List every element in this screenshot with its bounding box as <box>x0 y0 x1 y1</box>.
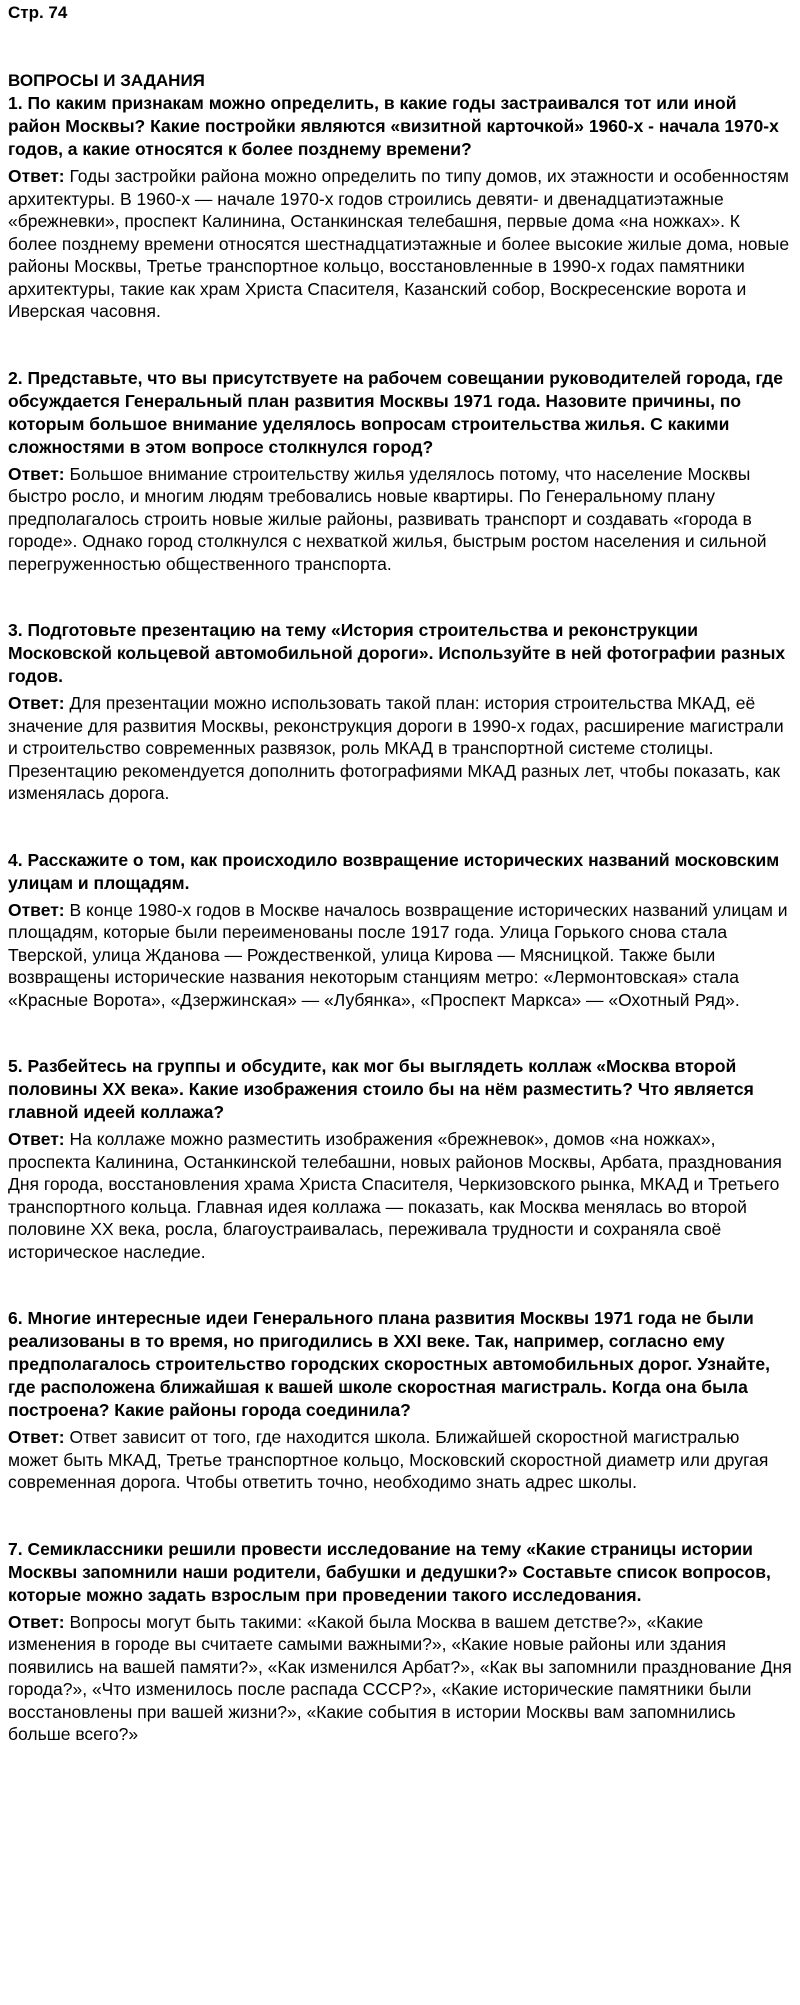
question-4: 4. Расскажите о том, как происходило возвращение исторических названий московским улицам и площадям. <box>8 849 780 893</box>
question-5: 5. Разбейтесь на группы и обсудите, как мог бы выглядеть коллаж «Москва второй половины XX века». Какие изображения стоило бы на нём разместить? Что является главной идеей коллажа? <box>8 1056 754 1122</box>
answer-label: Ответ: <box>8 1611 65 1632</box>
answer-label: Ответ: <box>8 899 65 920</box>
question-2: 2. Представьте, что вы присутствуете на рабочем совещании руководителей города, где обсуждается Генеральный план развития Москвы 1971 года. Назовите причины, по которым большое внимание уделялось вопросам строительства жилья. С какими сложностями в этом вопросе столкнулся город? <box>8 367 784 457</box>
answer-5 <box>8 1128 792 1263</box>
qa-item-1 <box>8 92 792 323</box>
qa-item-5 <box>8 1055 792 1263</box>
answer-label: Ответ: <box>8 693 65 713</box>
answer-text: Ответ зависит от того, где находится школа. Ближайшей скоростной магистралью может быть МКАД, Третье транспортное кольцо, Московский скоростной диаметр или другая современная дорога. Чтобы ответить точно, необходимо знать адрес школы. <box>8 1427 769 1492</box>
answer-text: Большое внимание строительству жилья уделялось потому, что население Москвы быстро росло, и многим людям требовались новые квартиры. По Генеральному плану предполагалось строить новые жилые районы, развивать транспорт и создавать «города в городе». Однако город столкнулся с нехваткой жилья, быстрым ростом населения и сильной перегруженностью общественного транспорта. <box>8 463 767 574</box>
answer-1 <box>8 165 792 323</box>
answer-text: В конце 1980-х годов в Москве началось возвращение исторических названий улицам и площадям, которые были переименованы после 1917 года. Улица Горького снова стала Тверской, улица Жданова — Рождественкой, улица Кирова — Мясницкой. Также были возвращены исторические названия некоторым станциям метро: «Лермонтовская» стала «Красные Ворота», «Дзержинская» — «Лубянка», «Проспект Маркса» — «Охотный Ряд». <box>8 899 788 1010</box>
answer-4 <box>8 899 792 1012</box>
answer-text: Для презентации можно использовать такой план: история строительства МКАД, её значение для развития Москвы, реконструкция дороги в 1990-х годах, расширение магистрали и строительство современных развязок, роль МКАД в транспортной системе столицы. Презентацию рекомендуется дополнить фотографиями МКАД разных лет, чтобы показать, как изменялась дорога. <box>8 693 784 803</box>
qa-item-2 <box>8 367 792 576</box>
answer-text: На коллаже можно разместить изображения «брежневок», домов «на ножках», проспекта Калинина, Останкинской телебашни, новых районов Москвы, Арбата, празднования Дня города, восстановления храма Христа Спасителя, Черкизовского рынка, МКАД и Третьего транспортного кольца. Главная идея коллажа — показать, как Москва менялась во второй половине XX века, росла, благоустраивалась, переживала трудности и сохраняла своё историческое наследие. <box>8 1129 782 1262</box>
answer-text: Годы застройки района можно определить по типу домов, их этажности и особенностям архитектуры. В 1960-х — начале 1970-х годов строились девяти- и двенадцатиэтажные «брежневки», проспект Калинина, Останкинская телебашня, первые дома «на ножках». К более позднему времени относятся шестнадцатиэтажные и более высокие жилые дома, новые районы Москвы, Третье транспортное кольцо, восстановленные в 1990-х годах памятники архитектуры, такие как храм Христа Спасителя, Казанский собор, Воскресенские ворота и Иверская часовня. <box>8 166 790 321</box>
answer-6 <box>8 1426 792 1494</box>
question-7: 7. Семиклассники решили провести исследование на тему «Какие страницы истории Москвы запомнили наши родители, бабушки и дедушки?» Составьте список вопросов, которые можно задать взрослым при проведении такого исследования. <box>8 1538 771 1605</box>
answer-3 <box>8 692 792 805</box>
question-6: 6. Многие интересные идеи Генерального плана развития Москвы 1971 года не были реализованы в то время, но пригодились в XXI веке. Так, например, согласно ему предполагалось строительство городских скоростных автомобильных дорог. Узнайте, где расположена ближайшая к вашей школе скоростная магистраль. Когда она была построена? Какие районы города соединила? <box>8 1308 771 1420</box>
answer-label: Ответ: <box>8 463 65 484</box>
qa-item-3 <box>8 619 792 805</box>
answer-2 <box>8 463 792 576</box>
answer-label: Ответ: <box>8 166 65 186</box>
answer-label: Ответ: <box>8 1427 65 1447</box>
page-number: Стр. 74 <box>8 3 68 22</box>
section-title: ВОПРОСЫ И ЗАДАНИЯ <box>8 71 205 90</box>
answer-7 <box>8 1611 792 1746</box>
qa-item-7 <box>8 1538 792 1746</box>
qa-item-4 <box>8 849 792 1012</box>
answer-label: Ответ: <box>8 1129 65 1149</box>
qa-item-6 <box>8 1307 792 1494</box>
question-3: 3. Подготовьте презентацию на тему «История строительства и реконструкции Московской кольцевой автомобильной дороги». Используйте в ней фотографии разных годов. <box>8 620 786 686</box>
question-1: 1. По каким признакам можно определить, в какие годы застраивался тот или иной район Москвы? Какие постройки являются «визитной карточкой» 1960-х - начала 1970-х годов, а какие относятся к более позднему времени? <box>8 93 779 159</box>
answer-text: Вопросы могут быть такими: «Какой была Москва в вашем детстве?», «Какие изменения в городе вы считаете самыми важными?», «Какие новые районы или здания появились на вашей памяти?», «Как изменился Арбат?», «Как вы запомнили празднование Дня города?», «Что изменилось после распада СССР?», «Какие исторические памятники были восстановлены при вашей жизни?», «Какие события в истории Москвы вам запомнились больше всего?» <box>8 1611 792 1744</box>
